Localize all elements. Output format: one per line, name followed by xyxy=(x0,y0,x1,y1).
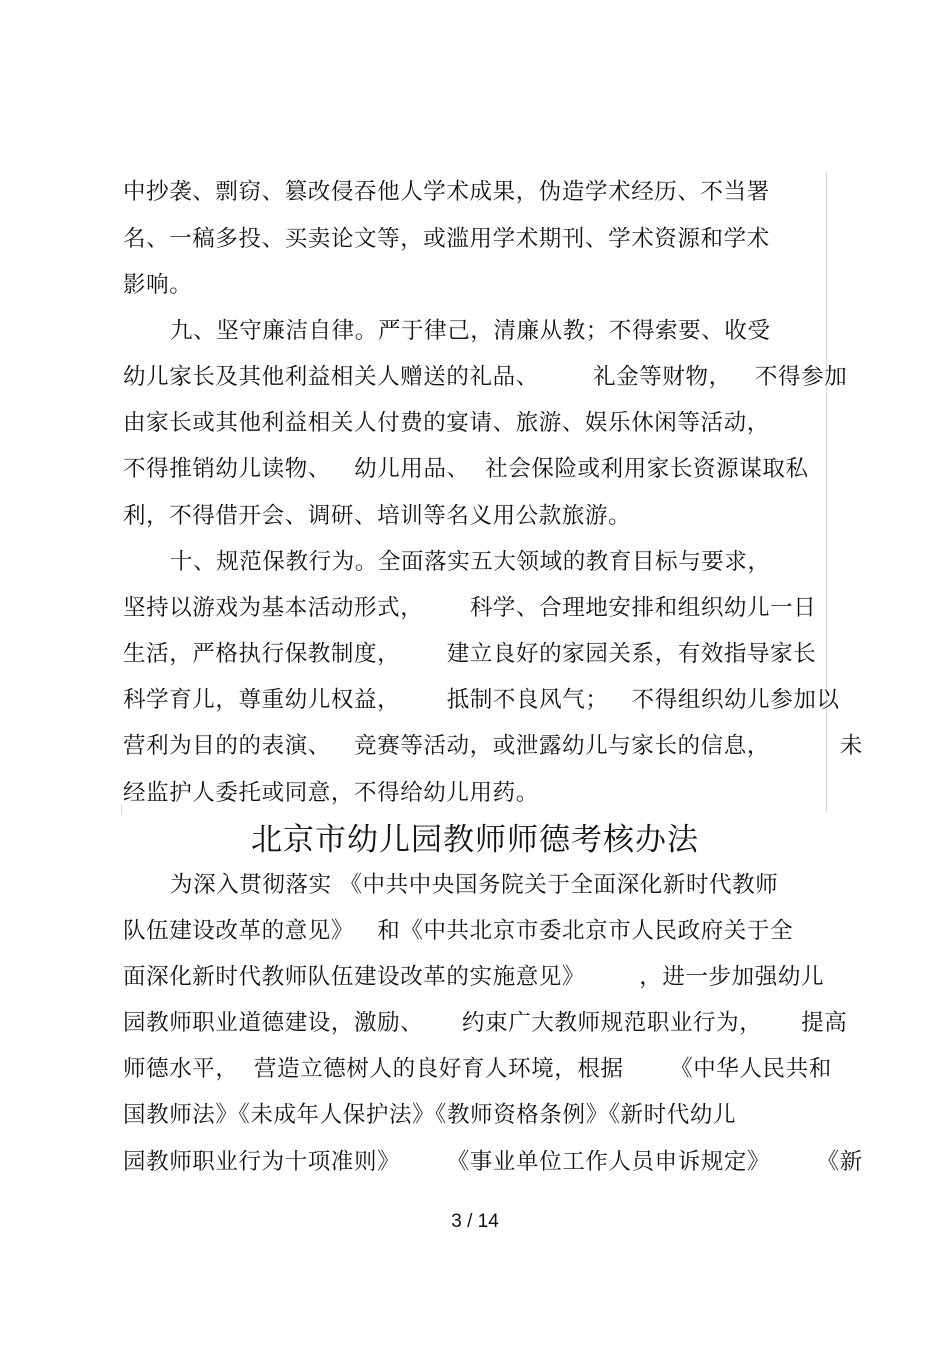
paragraph-line: 园教师职业行为十项准则》 《事业单位工作人员申诉规定》 《新 xyxy=(123,1149,863,1175)
page-border-line xyxy=(121,805,122,815)
paragraph-line: 面深化新时代教师队伍建设改革的实施意见》 ，进一步加强幼儿 xyxy=(123,964,825,990)
paragraph-line: 由家长或其他利益相关人付费的宴请、旅游、娱乐休闲等活动， xyxy=(123,410,770,436)
paragraph-line: 中抄袭、剽窃、篡改侵吞他人学术成果，伪造学术经历、不当署 xyxy=(123,179,770,205)
paragraph-line: 坚持以游戏为基本活动形式， 科学、合理地安排和组织幼儿一日 xyxy=(123,595,817,621)
paragraph-line: 营利为目的的表演、 竞赛等活动，或泄露幼儿与家长的信息， 未 xyxy=(123,733,863,759)
paragraph-line: 经监护人委托或同意，不得给幼儿用药。 xyxy=(123,780,539,806)
paragraph-line: 名、一稿多投、买卖论文等，或滥用学术期刊、学术资源和学术 xyxy=(123,226,770,252)
section-heading: 北京市幼儿园教师师德考核办法 xyxy=(251,822,699,858)
paragraph-line: 不得推销幼儿读物、 幼儿用品、 社会保险或利用家长资源谋取私 xyxy=(123,456,809,482)
paragraph-line: 为深入贯彻落实 《中共中央国务院关于全面深化新时代教师 xyxy=(170,872,779,898)
paragraph-line: 九、坚守廉洁自律。严于律己，清廉从教；不得索要、收受 xyxy=(170,318,771,344)
paragraph-line: 影响。 xyxy=(123,272,193,298)
paragraph-line: 十、规范保教行为。全面落实五大领域的教育目标与要求， xyxy=(170,549,771,575)
paragraph-line: 幼儿家长及其他利益相关人赠送的礼品、 礼金等财物， 不得参加 xyxy=(123,364,848,390)
paragraph-line: 生活，严格执行保教制度， 建立良好的家园关系，有效指导家长 xyxy=(123,641,817,667)
paragraph-line: 队伍建设改革的意见》 和《中共北京市委北京市人民政府关于全 xyxy=(123,918,794,944)
page-number: 3 / 14 xyxy=(451,1211,499,1232)
paragraph-line: 国教师法》《未成年人保护法》《教师资格条例》《新时代幼儿 xyxy=(123,1102,737,1128)
paragraph-line: 师德水平， 营造立德树人的良好育人环境，根据 《中华人民共和 xyxy=(123,1056,832,1082)
paragraph-line: 园教师职业道德建设，激励、 约束广大教师规范职业行为， 提高 xyxy=(123,1010,848,1036)
paragraph-line: 科学育儿，尊重幼儿权益， 抵制不良风气； 不得组织幼儿参加以 xyxy=(123,687,840,713)
paragraph-line: 利，不得借开会、调研、培训等名义用公款旅游。 xyxy=(123,503,632,529)
